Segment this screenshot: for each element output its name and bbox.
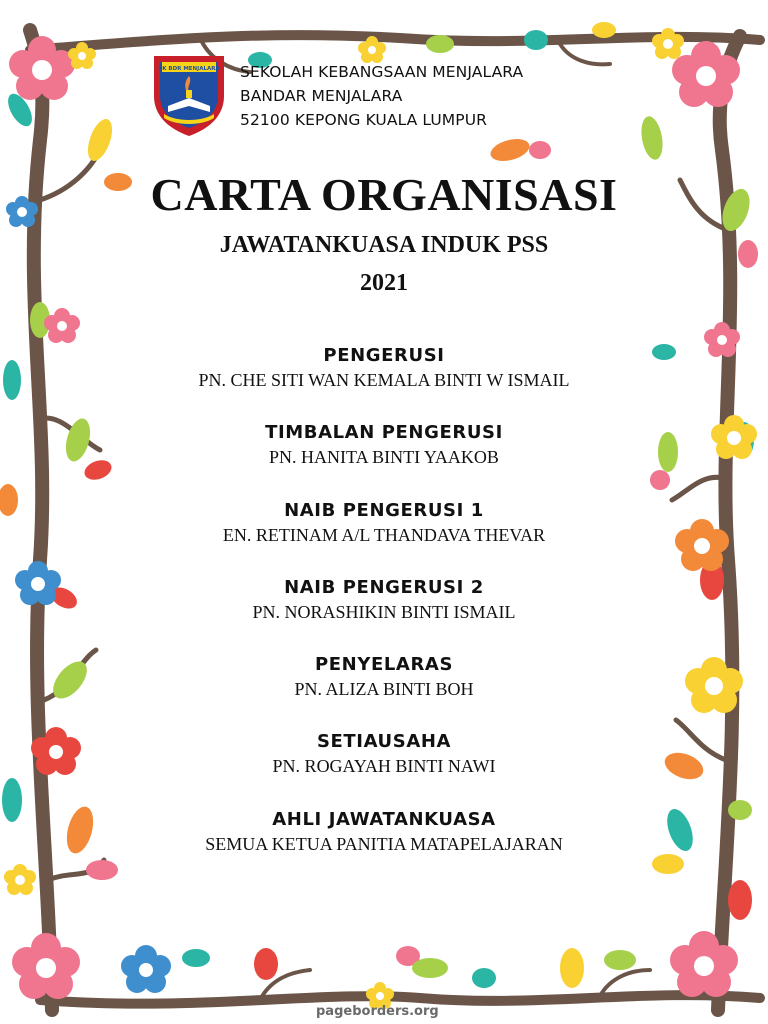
role-holder-name: PN. ALIZA BINTI BOH (294, 679, 474, 700)
school-name: SEKOLAH KEBANGSAAN MENJALARA (240, 63, 524, 81)
year-subtitle: 2021 (360, 270, 408, 296)
role-holder-name: EN. RETINAM A/L THANDAVA THEVAR (222, 524, 546, 545)
svg-text:SK BDR MENJALARA: SK BDR MENJALARA (158, 66, 220, 72)
org-roles-list (0, 343, 768, 884)
bottom-branch (40, 995, 760, 1004)
page-title: CARTA ORGANISASI (150, 169, 618, 220)
role-title: PENYELARAS (314, 654, 454, 676)
role-item-committee-members (0, 807, 768, 884)
role-title: NAIB PENGERUSI 1 (284, 499, 484, 521)
role-item-vice-chairman-2 (0, 575, 768, 652)
school-postcode-city: 52100 KEPONG KUALA LUMPUR (240, 111, 488, 129)
school-town: BANDAR MENJALARA (240, 87, 403, 105)
committee-subtitle: JAWATANKUASA INDUK PSS (219, 232, 549, 258)
role-holder-name: SEMUA KETUA PANITIA MATAPELAJARAN (205, 833, 563, 854)
top-branch (30, 35, 760, 50)
school-address (240, 60, 523, 132)
role-title: SETIAUSAHA (316, 731, 452, 753)
school-logo-icon (148, 50, 230, 138)
role-holder-name: PN. NORASHIKIN BINTI ISMAIL (252, 601, 516, 622)
role-item-deputy-chairman (0, 420, 768, 497)
role-holder-name: PN. CHE SITI WAN KEMALA BINTI W ISMAIL (198, 370, 570, 390)
role-title: TIMBALAN PENGERUSI (265, 422, 503, 444)
role-title: AHLI JAWATANKUASA (272, 808, 496, 830)
role-item-coordinator (0, 652, 768, 729)
school-header (148, 50, 568, 140)
role-item-vice-chairman-1 (0, 498, 768, 575)
role-holder-name: PN. ROGAYAH BINTI NAWI (272, 756, 496, 777)
role-title: PENGERUSI (323, 345, 445, 366)
role-item-secretary (0, 729, 768, 806)
role-title: NAIB PENGERUSI 2 (284, 576, 484, 598)
watermark-credit: pageborders.org (316, 1004, 439, 1019)
role-holder-name: PN. HANITA BINTI YAAKOB (269, 447, 499, 468)
role-item-chairman (0, 343, 768, 420)
